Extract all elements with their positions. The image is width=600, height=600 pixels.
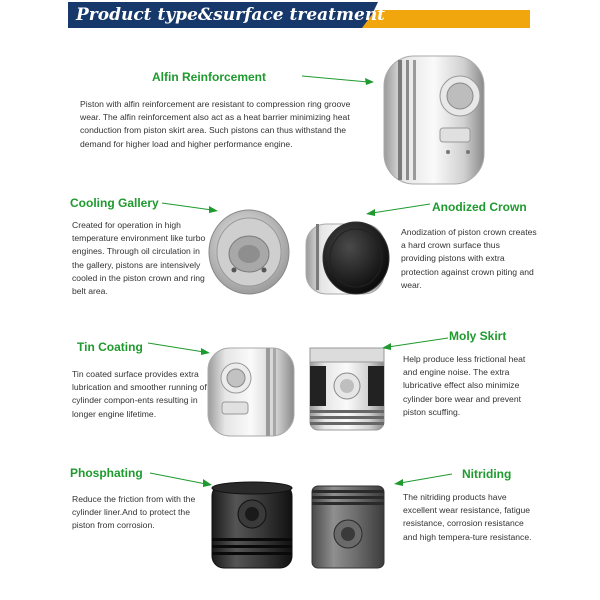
nitriding-piston-image — [308, 482, 388, 572]
anodized-piston-image — [302, 214, 392, 300]
phosphating-arrow-icon — [148, 470, 214, 490]
alfin-arrow-icon — [300, 72, 375, 86]
nitriding-arrow-icon — [392, 470, 454, 488]
anodized-description: Anodization of piston crown creates a hard crown surface thus providing pistons with extra protection against crown piting and wear. — [401, 227, 537, 290]
nitriding-title: Nitriding — [462, 467, 512, 481]
anodized-arrow-icon — [364, 200, 432, 218]
alfin-title: Alfin Reinforcement — [152, 70, 267, 84]
phosphating-title: Phosphating — [70, 466, 143, 480]
tin-title: Tin Coating — [77, 340, 143, 354]
cooling-description: Created for operation in high temperature environment like turbo engines. Through oil circulation in the gallery, pistons are intensively cooled in the piston crown and ring belt area. — [72, 220, 206, 297]
tin-piston-image — [206, 346, 296, 438]
phosphating-piston-image — [208, 480, 296, 572]
alfin-piston-image — [378, 52, 488, 188]
header-banner — [68, 2, 530, 28]
moly-piston-image — [306, 344, 388, 434]
page-title: Product type&surface treatment — [76, 5, 386, 25]
moly-title: Moly Skirt — [449, 329, 507, 343]
phosphating-description: Reduce the friction from with the cylinder liner.And to protect the piston from corrosion. — [72, 494, 196, 531]
tin-arrow-icon — [146, 340, 212, 358]
moly-description: Help produce less frictional heat and engine noise. The extra lubricative effect also minimize cylinder bore wear and prevent piston scuffing. — [403, 354, 526, 417]
tin-description: Tin coated surface provides extra lubrication and smoother running of cylinder compon-ents resulting in longer engine lifetime. — [72, 369, 207, 419]
moly-arrow-icon — [380, 334, 450, 352]
nitriding-description: The nitriding products have excellent wear resistance, fatigue resistance, corrosion resistance and high tempera-ture resistance. — [403, 492, 532, 542]
cooling-piston-image — [206, 208, 292, 296]
header-gold-band — [362, 10, 530, 28]
alfin-description: Piston with alfin reinforcement are resistant to compression ring groove wear. The alfin reinforcement also act as a heat barrier minimizing heat conduction from piston skirt area. Such pistons can thus withstand the demand for higher load and higher performance engine. — [80, 99, 351, 149]
cooling-title: Cooling Gallery — [70, 196, 159, 210]
anodized-title: Anodized Crown — [432, 200, 527, 214]
